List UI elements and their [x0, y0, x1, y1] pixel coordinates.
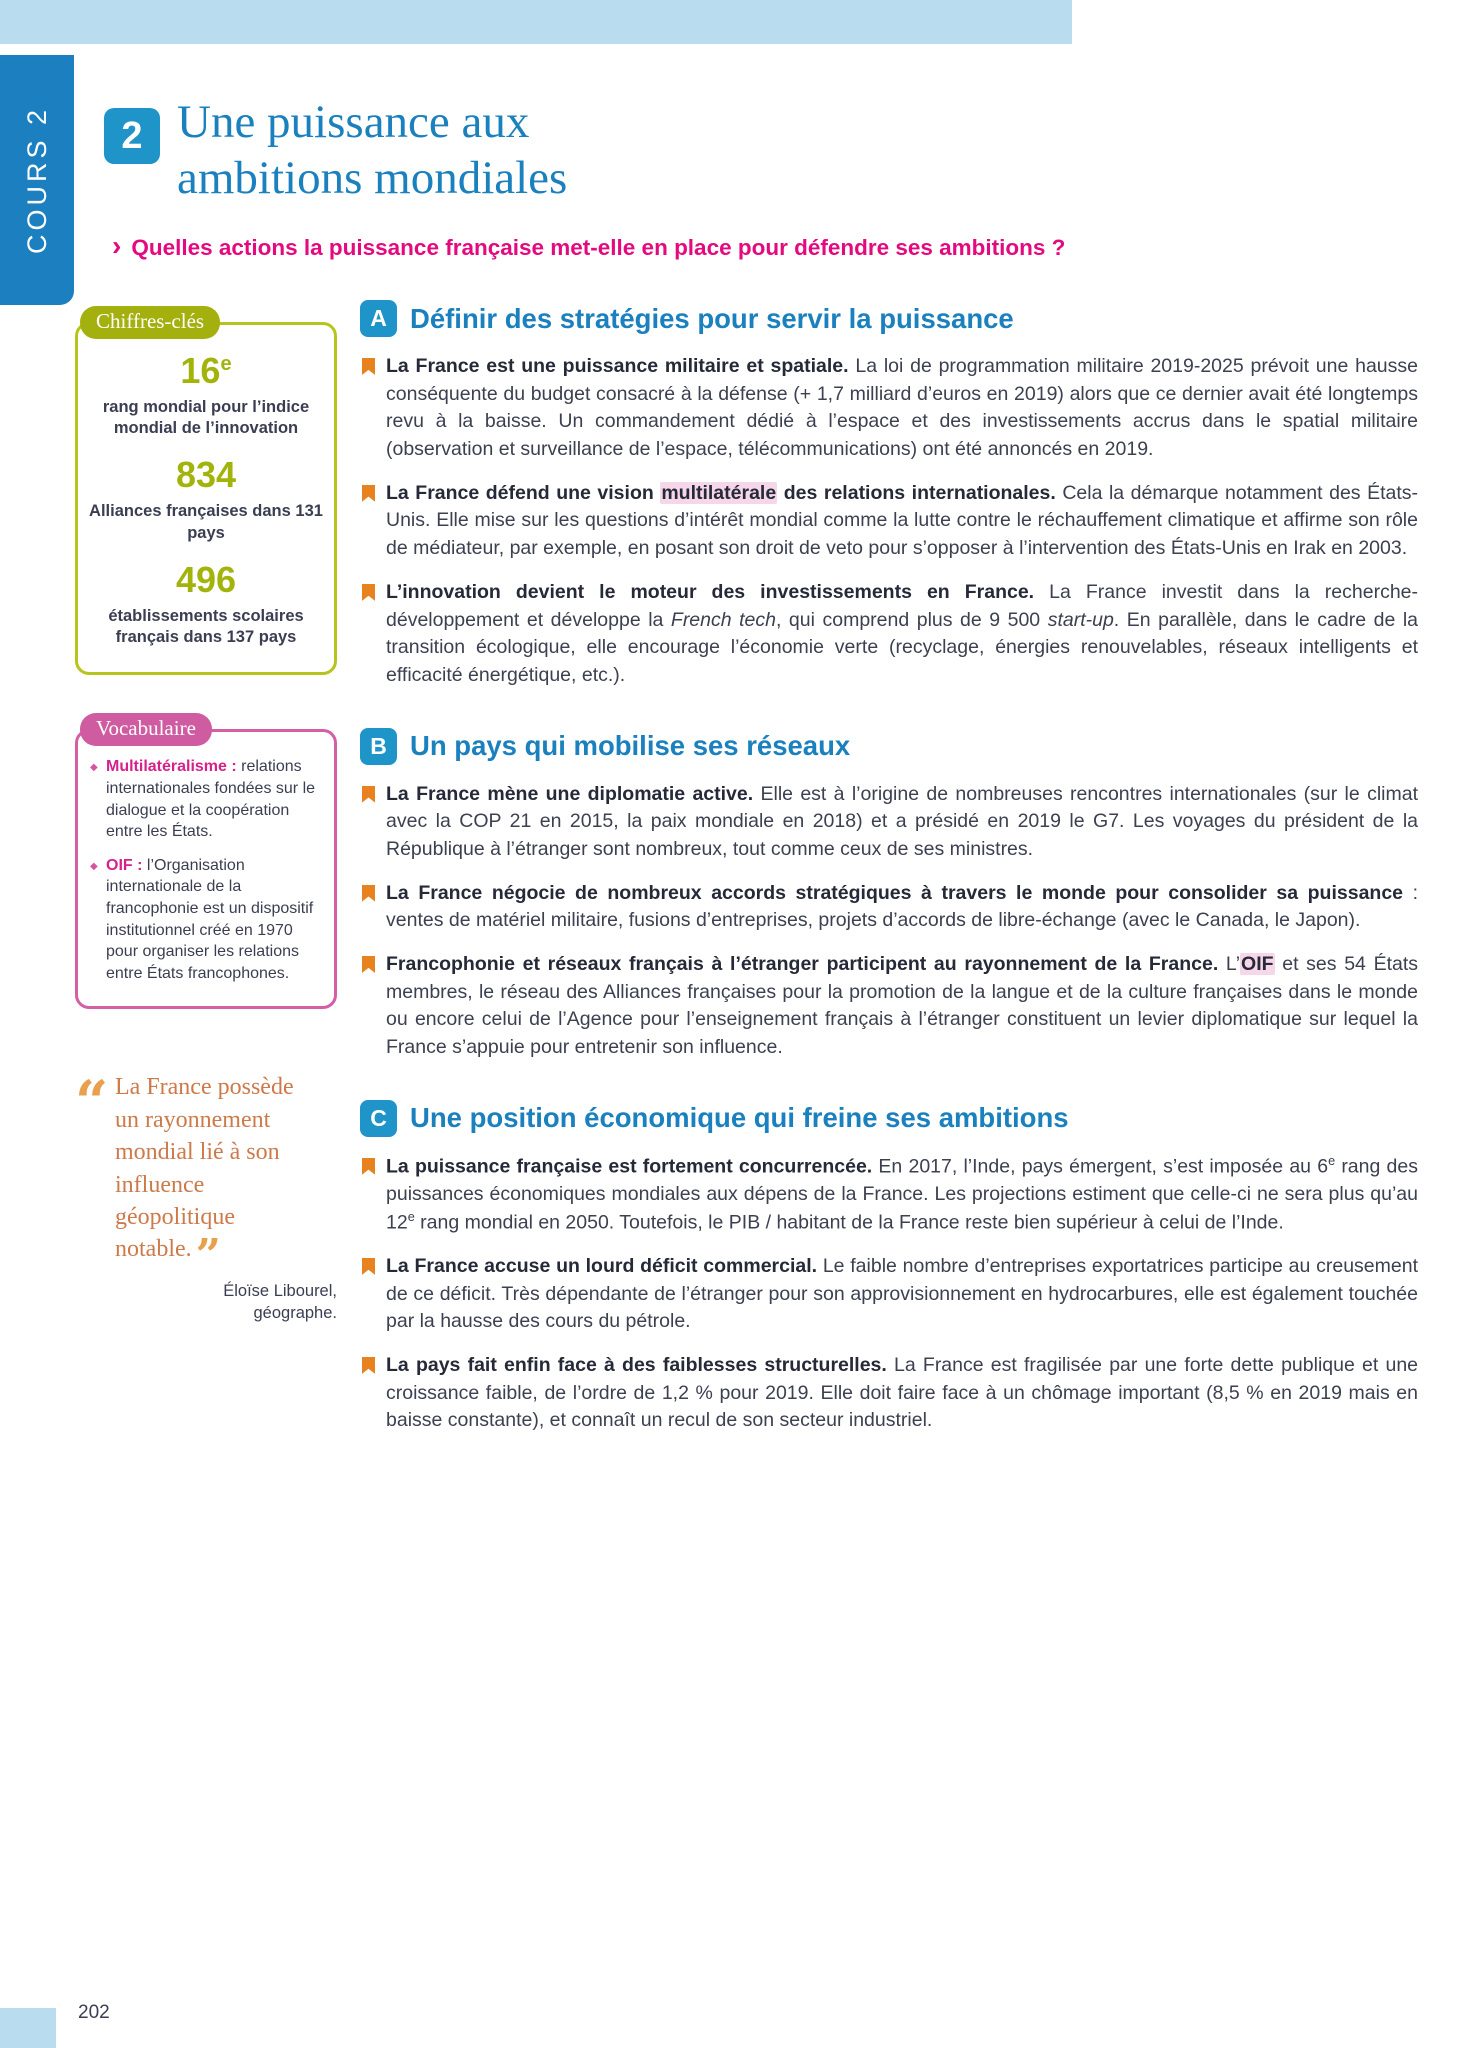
paragraph	[360, 353, 1418, 464]
bookmark-bullet-icon	[362, 956, 375, 973]
paragraph	[360, 1352, 1418, 1435]
vocabulary-definition: relations internationales fondées sur le dialogue et la coopération entre les États.	[106, 758, 316, 841]
paragraph-text: La France accuse un lourd déficit commercial. Le faible nombre d’entreprises exportatrices participe au creusement de ce déficit. Très dépendante de l’étranger pour son approvisionnement en hydrocarbures, elle est également touchée par la hausse des cours du pétrole.	[386, 1254, 1418, 1333]
vocabulary-term: Multilatéralisme :	[106, 758, 237, 776]
quote-author: Éloïse Libourel, géographe.	[223, 1281, 337, 1322]
vocabulary-box	[75, 716, 337, 1009]
bookmark-bullet-icon	[362, 358, 375, 375]
guiding-question	[112, 232, 1212, 261]
paragraph-text: La puissance française est fortement concurrencée. En 2017, l’Inde, pays émergent, s’est imposée au 6e rang des puissances économiques mondiales aux dépens de la France. Les projections estiment que celle-ci ne sera plus qu’au 12e rang mondial en 2050. Toutefois, le PIB / habitant de la France reste bien supérieur à celui de l’Inde.	[386, 1153, 1418, 1234]
paragraph-text: Francophonie et réseaux français à l’étranger participent au rayonnement de la France. L’OIF et ses 54 États membres, le réseau des Alliances françaises pour la promotion de la langue et de la culture françaises dans le monde ou encore celui de l’Agence pour l’enseignement français à l’étranger constituent un levier diplomatique sur lequel la France s’appuie pour entretenir son influence.	[386, 953, 1419, 1059]
key-figure-label: établissements scolaires français dans 137 pays	[108, 606, 304, 646]
page-title	[177, 94, 567, 207]
section-c-heading	[360, 1100, 1418, 1137]
paragraph-text: La France est une puissance militaire et spatiale. La loi de programmation militaire 2019-2025 prévoit une hausse conséquente du budget consacré à la défense (+ 1,7 milliard d’euros en 2019) alors que ce dernier avait été longtemps revu à la baisse. Un commandement dédié à l’espace et des investissements accrus dans le spatial militaire (observation et surveillance de l’espace, télécommunications) ont été annoncés en 2019.	[386, 355, 1418, 461]
paragraph	[360, 480, 1418, 563]
paragraph	[360, 951, 1418, 1062]
page-title-line1: Une puissance aux	[177, 96, 530, 148]
key-figure-number: 496	[175, 558, 237, 600]
close-quote-icon: ”	[195, 1230, 221, 1282]
bookmark-bullet-icon	[362, 1158, 375, 1175]
course-tab	[0, 55, 74, 305]
main-content-column	[360, 300, 1418, 1451]
bookmark-bullet-icon	[362, 885, 375, 902]
course-tab-label: COURS 2	[21, 105, 52, 255]
page-number: 202	[78, 2002, 110, 2023]
key-figure-number: 834	[175, 454, 237, 496]
quote-block	[75, 1068, 337, 1324]
section-b-badge: B	[360, 728, 397, 765]
vocabulary-title: Vocabulaire	[80, 713, 212, 746]
diamond-bullet-icon: ◆	[90, 762, 98, 774]
diamond-bullet-icon: ◆	[90, 860, 98, 872]
guiding-question-text: Quelles actions la puissance française met-elle en place pour défendre ses ambitions ?	[131, 235, 1066, 260]
bookmark-bullet-icon	[362, 1258, 375, 1275]
section-a-badge: A	[360, 300, 397, 337]
bottom-decorative-band	[0, 2008, 56, 2048]
paragraph-text: La France mène une diplomatie active. Elle est à l’origine de nombreuses rencontres internationales (sur le climat avec la COP 21 en 2015, la paix mondiale en 2018) et a présidé en 2019 le G7. Les voyages du président de la République à l’étranger sont nombreux, tout comme ceux de ses ministres.	[386, 782, 1418, 860]
open-quote-icon: “	[75, 1068, 109, 1137]
vocabulary-item	[90, 855, 322, 985]
key-figure-item	[88, 455, 324, 543]
bookmark-bullet-icon	[362, 584, 375, 601]
key-figures-box	[75, 309, 337, 675]
key-figure-number: 16e	[180, 350, 232, 391]
key-figures-title: Chiffres-clés	[80, 306, 220, 339]
section-a-heading	[360, 300, 1418, 337]
key-figure-label: rang mondial pour l’indice mondial de l’innovation	[102, 397, 310, 438]
section-b-heading	[360, 728, 1418, 765]
key-figure-label: Alliances françaises dans 131 pays	[89, 502, 323, 542]
paragraph-text: La France défend une vision multilatérale des relations internationales. Cela la démarque notamment des États-Unis. Elle mise sur les questions d’intérêt mondial comme la lutte contre le réchauffement climatique et affirme son rôle de médiateur, par exemple, en posant son droit de veto pour s’opposer à l’intervention des États-Unis en Irak en 2003.	[386, 481, 1418, 560]
section-c-title: Une position économique qui freine ses ambitions	[410, 1102, 1069, 1134]
paragraph-text: L’innovation devient le moteur des investissements en France. La France investit dans la recherche-développement et développe la French tech, qui comprend plus de 9 500 start-up. En parallèle, dans le cadre de la transition écologique, elle encourage l’économie verte (recyclage, énergies renouvelables, réseaux intelligents et efficacité énergétique, etc.).	[386, 580, 1419, 686]
section-b-title: Un pays qui mobilise ses réseaux	[410, 730, 851, 762]
section-a-title: Définir des stratégies pour servir la puissance	[410, 302, 1014, 334]
chapter-number-badge: 2	[104, 108, 160, 164]
bookmark-bullet-icon	[362, 485, 375, 502]
paragraph	[360, 579, 1418, 690]
key-figure-item	[88, 560, 324, 648]
key-figure-item	[88, 351, 324, 439]
paragraph	[360, 1253, 1418, 1336]
chevron-icon: ›	[112, 230, 122, 261]
quote-text: La France possède un rayonnement mondial lié à son influence géopolitique notable.”	[115, 1074, 294, 1282]
vocabulary-definition: l’Organisation internationale de la francophonie est un dispositif institutionnel créé en 1970 pour organiser les relations entre États francophones.	[106, 856, 314, 982]
vocabulary-term: OIF :	[106, 856, 143, 874]
paragraph	[360, 880, 1418, 935]
paragraph	[360, 781, 1418, 864]
bookmark-bullet-icon	[362, 786, 375, 803]
left-column	[75, 309, 337, 1324]
paragraph-text: La France négocie de nombreux accords stratégiques à travers le monde pour consolider sa puissance : ventes de matériel militaire, fusions d’entreprises, projets d’accords de libre-échange (avec le Canada, le Japon).	[386, 881, 1418, 932]
page-title-line2: ambitions mondiales	[177, 152, 568, 205]
paragraph	[360, 1153, 1418, 1237]
top-decorative-band	[0, 0, 1072, 44]
vocabulary-item	[90, 756, 322, 842]
section-c-badge: C	[360, 1100, 397, 1137]
paragraph-text: La pays fait enfin face à des faiblesses structurelles. La France est fragilisée par une forte dette publique et une croissance faible, de l’ordre de 1,2 % pour 2019. Elle doit faire face à un chômage important (8,5 % en 2019 mais en baisse constante), et connaît un recul de son secteur industriel.	[386, 1353, 1419, 1432]
bookmark-bullet-icon	[362, 1357, 375, 1374]
